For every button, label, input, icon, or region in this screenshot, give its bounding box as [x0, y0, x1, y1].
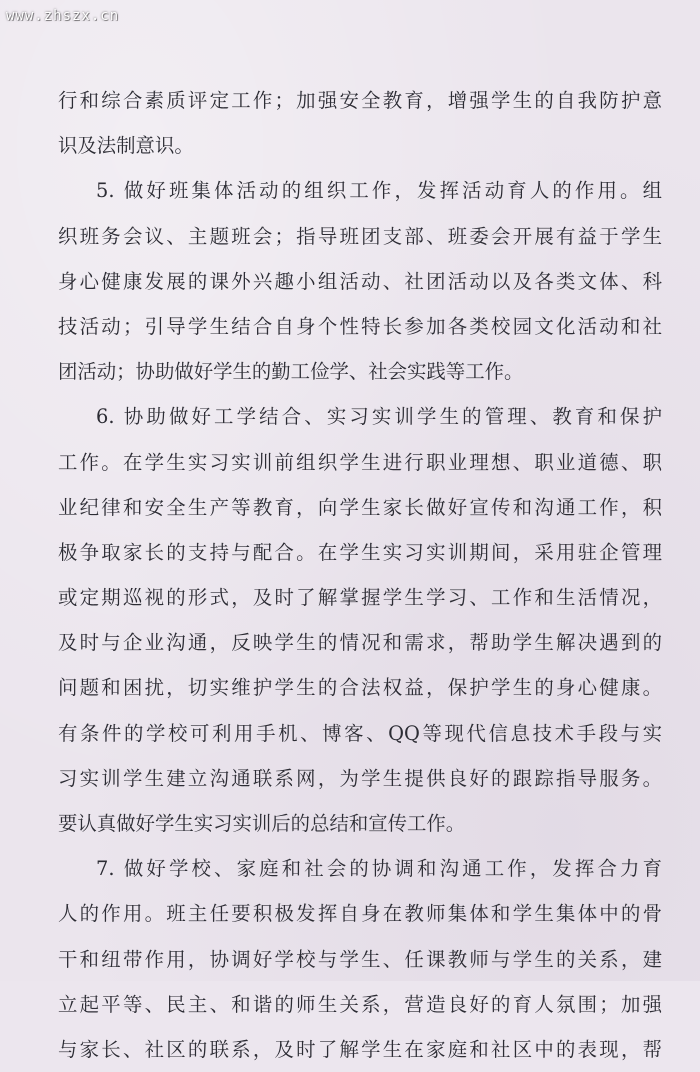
text-line: 问题和困扰，切实维护学生的合法权益，保护学生的身心健康。	[58, 676, 662, 700]
text-line: 立起平等、民主、和谐的师生关系，营造良好的育人氛围；加强	[58, 992, 662, 1016]
text-line: 人的作用。班主任要积极发挥自身在教师集体和学生集体中的骨	[58, 902, 662, 926]
text-line: 及时与企业沟通，反映学生的情况和需求，帮助学生解决遇到的	[58, 631, 662, 655]
text-line: 工作。在学生实习实训前组织学生进行职业理想、职业道德、职	[58, 450, 662, 474]
paragraph-5-first-line: 5. 做好班集体活动的组织工作，发挥活动育人的作用。组	[96, 179, 662, 203]
text-line: 与家长、社区的联系，及时了解学生在家庭和社区中的表现，帮	[58, 1037, 662, 1061]
text-line: 业纪律和安全生产等教育，向学生家长做好宣传和沟通工作，积	[58, 495, 662, 519]
document-body	[58, 78, 662, 1072]
text-line: 身心健康发展的课外兴趣小组活动、社团活动以及各类文体、科	[58, 269, 662, 293]
paragraph-7-first-line: 7. 做好学校、家庭和社会的协调和沟通工作，发挥合力育	[96, 857, 662, 881]
site-watermark: www.zhszx.cn	[6, 8, 120, 24]
text-line: 识及法制意识。	[58, 134, 194, 158]
text-line: 行和综合素质评定工作；加强安全教育，增强学生的自我防护意	[58, 89, 662, 112]
text-line: 或定期巡视的形式，及时了解掌握学生学习、工作和生活情况，	[58, 586, 662, 610]
text-line: 技活动；引导学生结合自身个性特长参加各类校园文化活动和社	[58, 314, 662, 338]
text-line: 习实训学生建立沟通联系网，为学生提供良好的跟踪指导服务。	[58, 766, 662, 790]
text-line: 极争取家长的支持与配合。在学生实习实训期间，采用驻企管理	[58, 540, 662, 564]
text-line: 团活动；协助做好学生的勤工俭学、社会实践等工作。	[58, 360, 524, 384]
text-line: 有条件的学校可利用手机、博客、QQ等现代信息技术手段与实	[58, 721, 662, 745]
text-line: 织班务会议、主题班会；指导班团支部、班委会开展有益于学生	[58, 224, 662, 248]
text-line: 要认真做好学生实习实训后的总结和宣传工作。	[58, 812, 466, 835]
text-line: 干和纽带作用，协调好学校与学生、任课教师与学生的关系，建	[58, 947, 662, 971]
paragraph-6-first-line: 6. 协助做好工学结合、实习实训学生的管理、教育和保护	[96, 405, 662, 429]
